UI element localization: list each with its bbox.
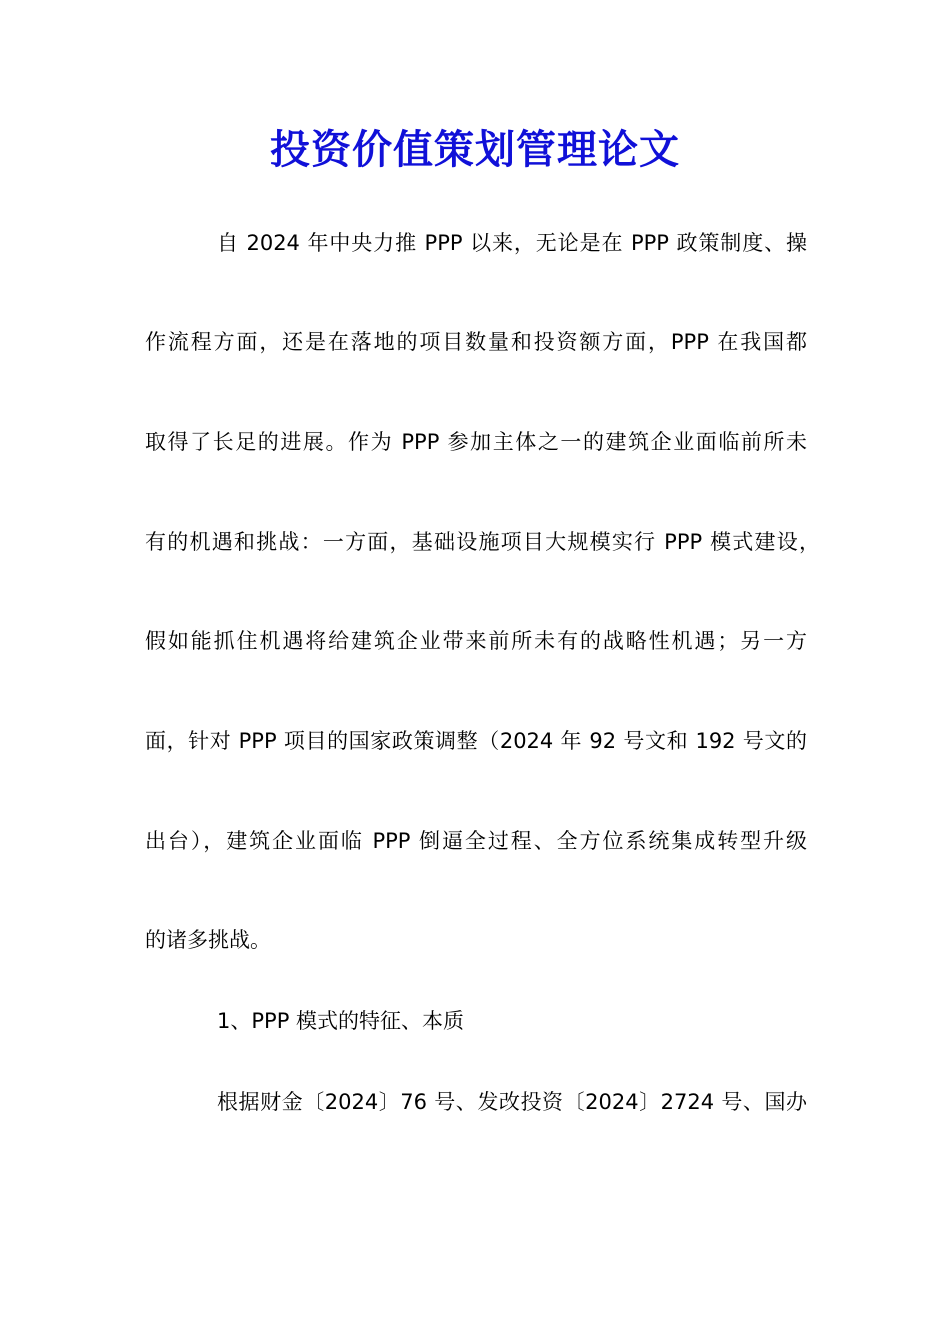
paragraph-line: 的诸多挑战。: [145, 928, 271, 952]
paragraph-line: 根据财金〔2024〕76 号、发改投资〔2024〕2724 号、国办: [217, 1090, 807, 1114]
paragraph-line: 假如能抓住机遇将给建筑企业带来前所未有的战略性机遇；另一方: [145, 629, 807, 653]
paragraph-line: 作流程方面，还是在落地的项目数量和投资额方面，PPP 在我国都: [145, 330, 807, 354]
paragraph-line: 自 2024 年中央力推 PPP 以来，无论是在 PPP 政策制度、操: [217, 231, 807, 255]
paragraph-line: 取得了长足的进展。作为 PPP 参加主体之一的建筑企业面临前所未: [145, 430, 807, 454]
document-title: 投资价值策划管理论文: [270, 126, 680, 173]
paragraph-line: 有的机遇和挑战：一方面，基础设施项目大规模实行 PPP 模式建设，: [145, 530, 820, 554]
section-heading: 1、PPP 模式的特征、本质: [217, 1009, 465, 1033]
paragraph-line: 出台），建筑企业面临 PPP 倒逼全过程、全方位系统集成转型升级: [145, 829, 807, 853]
paragraph-line: 面，针对 PPP 项目的国家政策调整（2024 年 92 号文和 192 号文的: [145, 729, 807, 753]
